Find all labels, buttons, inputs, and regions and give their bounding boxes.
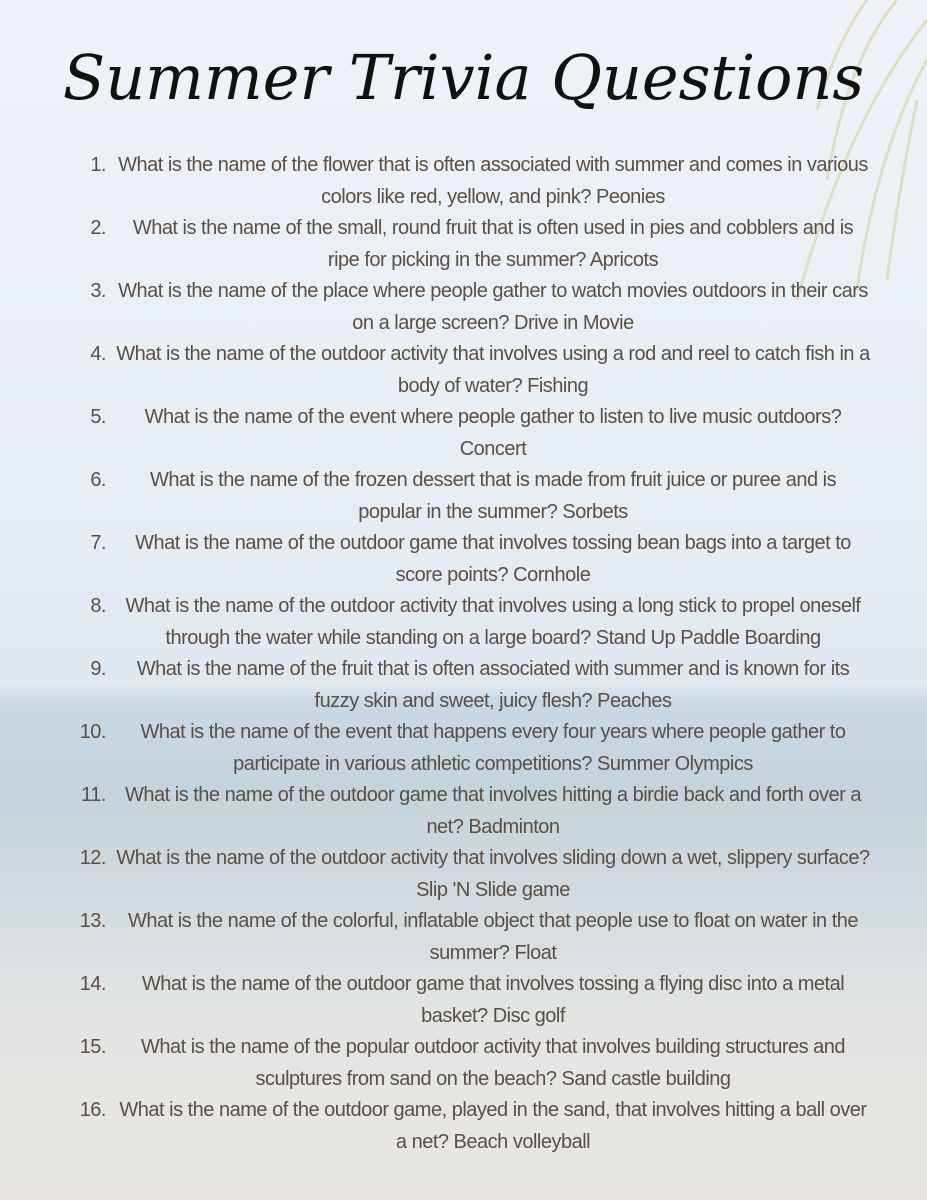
question-number: 8.	[90, 595, 106, 617]
question-text: What is the name of the outdoor activity that involves sliding down a wet, slippery surface? Slip 'N Slide game	[116, 847, 870, 901]
question-text: What is the name of the outdoor activity that involves using a long stick to propel oneself through the water while standing on a large board? Stand Up Paddle Boarding	[125, 595, 861, 649]
question-number: 15.	[79, 1036, 106, 1058]
question-item	[60, 591, 870, 654]
question-number: 1.	[90, 154, 106, 176]
question-text: What is the name of the small, round fruit that is often used in pies and cobblers and is ripe for picking in the summer? Apricots	[132, 217, 854, 271]
question-item	[60, 528, 870, 591]
question-text: What is the name of the fruit that is often associated with summer and is known for its fuzzy skin and sweet, juicy flesh? Peaches	[136, 658, 850, 712]
question-number: 9.	[90, 658, 106, 680]
question-text: What is the name of the frozen dessert that is made from fruit juice or puree and is popular in the summer? Sorbets	[149, 469, 837, 523]
question-number: 12.	[79, 847, 106, 869]
question-text: What is the name of the event that happens every four years where people gather to participate in various athletic competitions? Summer Olympics	[140, 721, 846, 775]
question-text: What is the name of the popular outdoor activity that involves building structures and sculptures from sand on the beach? Sand castle building	[140, 1036, 846, 1090]
page-title: Summer Trivia Questions	[62, 41, 865, 114]
question-item	[60, 843, 870, 906]
question-number: 2.	[90, 217, 106, 239]
question-number: 16.	[79, 1099, 106, 1121]
question-number: 5.	[90, 406, 106, 428]
question-item	[60, 969, 870, 1032]
question-item	[60, 906, 870, 969]
question-text: What is the name of the outdoor activity that involves using a rod and reel to catch fish in a body of water? Fishing	[116, 343, 870, 397]
question-item	[60, 150, 870, 213]
question-text: What is the name of the outdoor game, played in the sand, that involves hitting a ball over a net? Beach volleyball	[119, 1099, 867, 1153]
question-item	[60, 276, 870, 339]
question-number: 10.	[79, 721, 106, 743]
question-text: What is the name of the outdoor game that involves tossing a flying disc into a metal basket? Disc golf	[141, 973, 845, 1027]
question-item	[60, 780, 870, 843]
question-text: What is the name of the flower that is often associated with summer and comes in various colors like red, yellow, and pink? Peonies	[118, 154, 868, 208]
question-text: What is the name of the event where people gather to listen to live music outdoors? Concert	[144, 406, 842, 460]
question-number: 6.	[90, 469, 106, 491]
question-item	[60, 402, 870, 465]
question-item	[60, 339, 870, 402]
question-item	[60, 1032, 870, 1095]
question-number: 4.	[90, 343, 106, 365]
question-number: 11.	[81, 784, 106, 806]
question-text: What is the name of the outdoor game that involves hitting a birdie back and forth over a net? Badminton	[125, 784, 861, 838]
question-list	[60, 150, 870, 1158]
question-item	[60, 465, 870, 528]
question-item	[60, 654, 870, 717]
question-number: 14.	[79, 973, 106, 995]
question-number: 7.	[90, 532, 106, 554]
question-text: What is the name of the outdoor game that involves tossing bean bags into a target to score points? Cornhole	[135, 532, 851, 586]
question-number: 13.	[79, 910, 106, 932]
question-number: 3.	[90, 280, 106, 302]
question-item	[60, 213, 870, 276]
question-item	[60, 717, 870, 780]
question-text: What is the name of the place where people gather to watch movies outdoors in their cars on a large screen? Drive in Movie	[118, 280, 868, 334]
question-item	[60, 1095, 870, 1158]
question-text: What is the name of the colorful, inflatable object that people use to float on water in the summer? Float	[127, 910, 859, 964]
